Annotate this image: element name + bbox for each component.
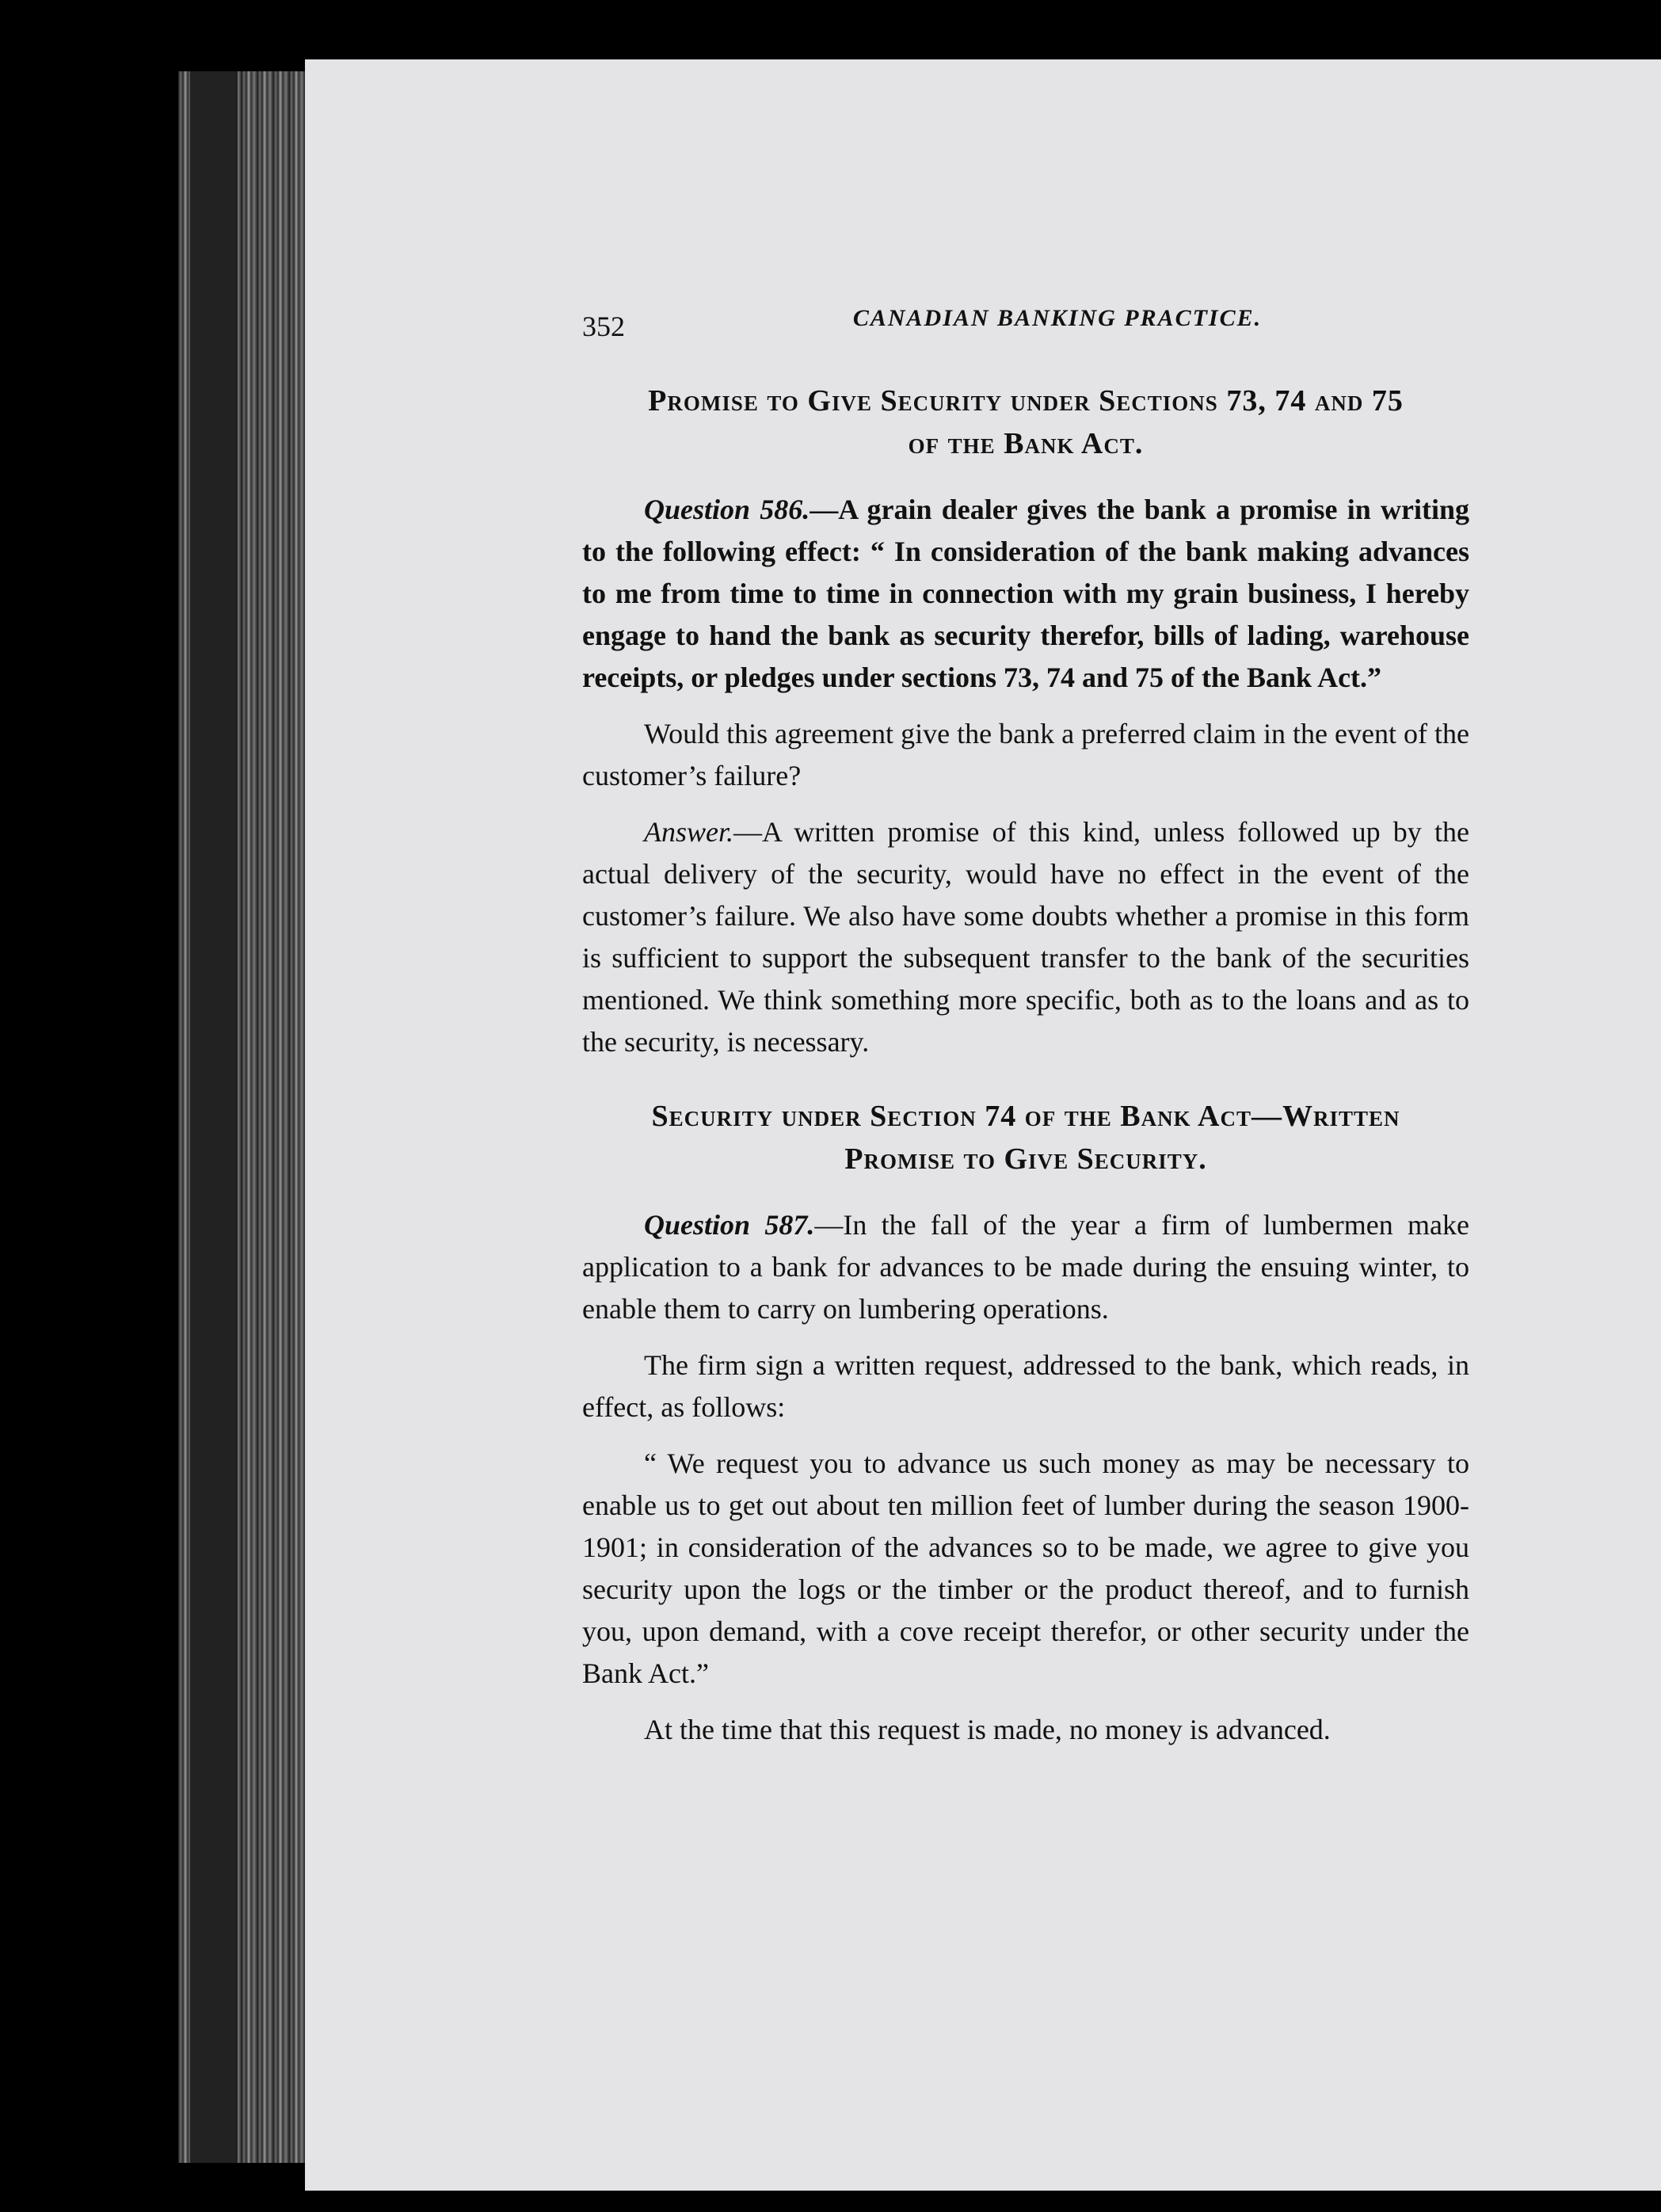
page-content	[582, 305, 1469, 1765]
question-586	[582, 489, 1469, 699]
running-head: CANADIAN BANKING PRACTICE.	[852, 305, 1263, 331]
question-587-text: —In the fall of the year a firm of lumbermen make application to a bank for advances to be made during the ensuing winter, to enable them to carry on lumbering operations.	[582, 1209, 1469, 1325]
page-number: 352	[582, 311, 625, 342]
section-heading-2-line2: Promise to Give Security.	[844, 1142, 1207, 1176]
question-586-text: —A grain dealer gives the bank a promise in writing to the following effect: “ In consideration of the bank making advances to me from time to time in connection with my grain business, I hereby engage to hand the bank as security therefor, bills of lading, warehouse receipts, or pledges under sections 73, 74 and 75 of the Bank Act.”	[582, 494, 1469, 693]
answer-586	[582, 811, 1469, 1063]
section-heading-1-line2: of the Bank Act.	[908, 427, 1144, 460]
question-586-lead: Question 586.	[644, 494, 810, 525]
section-heading-1	[582, 379, 1469, 465]
question-586-followup: Would this agreement give the bank a preferred claim in the event of the customer’s failure?	[582, 718, 1469, 791]
section-heading-2-line1: Security under Section 74 of the Bank Act—Written	[651, 1100, 1400, 1133]
book-spine-shadow	[190, 71, 238, 2163]
page-header	[582, 305, 1469, 353]
question-587-quote: “ We request you to advance us such money as may be necessary to enable us to get out about ten million feet of lumber during the season 1900-1901; in consideration of the advances so to be made, we agree to give you security upon the logs or the timber or the product thereof, and to furnish you, upon demand, with a cove receipt therefor, or other security under the Bank Act.”	[582, 1447, 1469, 1689]
answer-lead: Answer.	[644, 816, 734, 848]
question-587-para2: The firm sign a written request, addressed to the bank, which reads, in effect, as follows:	[582, 1349, 1469, 1423]
question-587-para4: At the time that this request is made, no money is advanced.	[644, 1714, 1331, 1745]
answer-text: —A written promise of this kind, unless followed up by the actual delivery of the security, would have no effect in the event of the customer’s failure. We also have some doubts whether a promise in this form is sufficient to support the subsequent transfer to the bank of the securities mentioned. We think something more specific, both as to the loans and as to the security, is necessary.	[582, 816, 1469, 1058]
section-heading-2	[582, 1095, 1469, 1180]
section-heading-1-line1: Promise to Give Security under Sections 73, 74 and 75	[648, 384, 1404, 418]
question-587	[582, 1204, 1469, 1330]
page	[305, 59, 1661, 2191]
question-587-lead: Question 587.	[644, 1209, 815, 1241]
